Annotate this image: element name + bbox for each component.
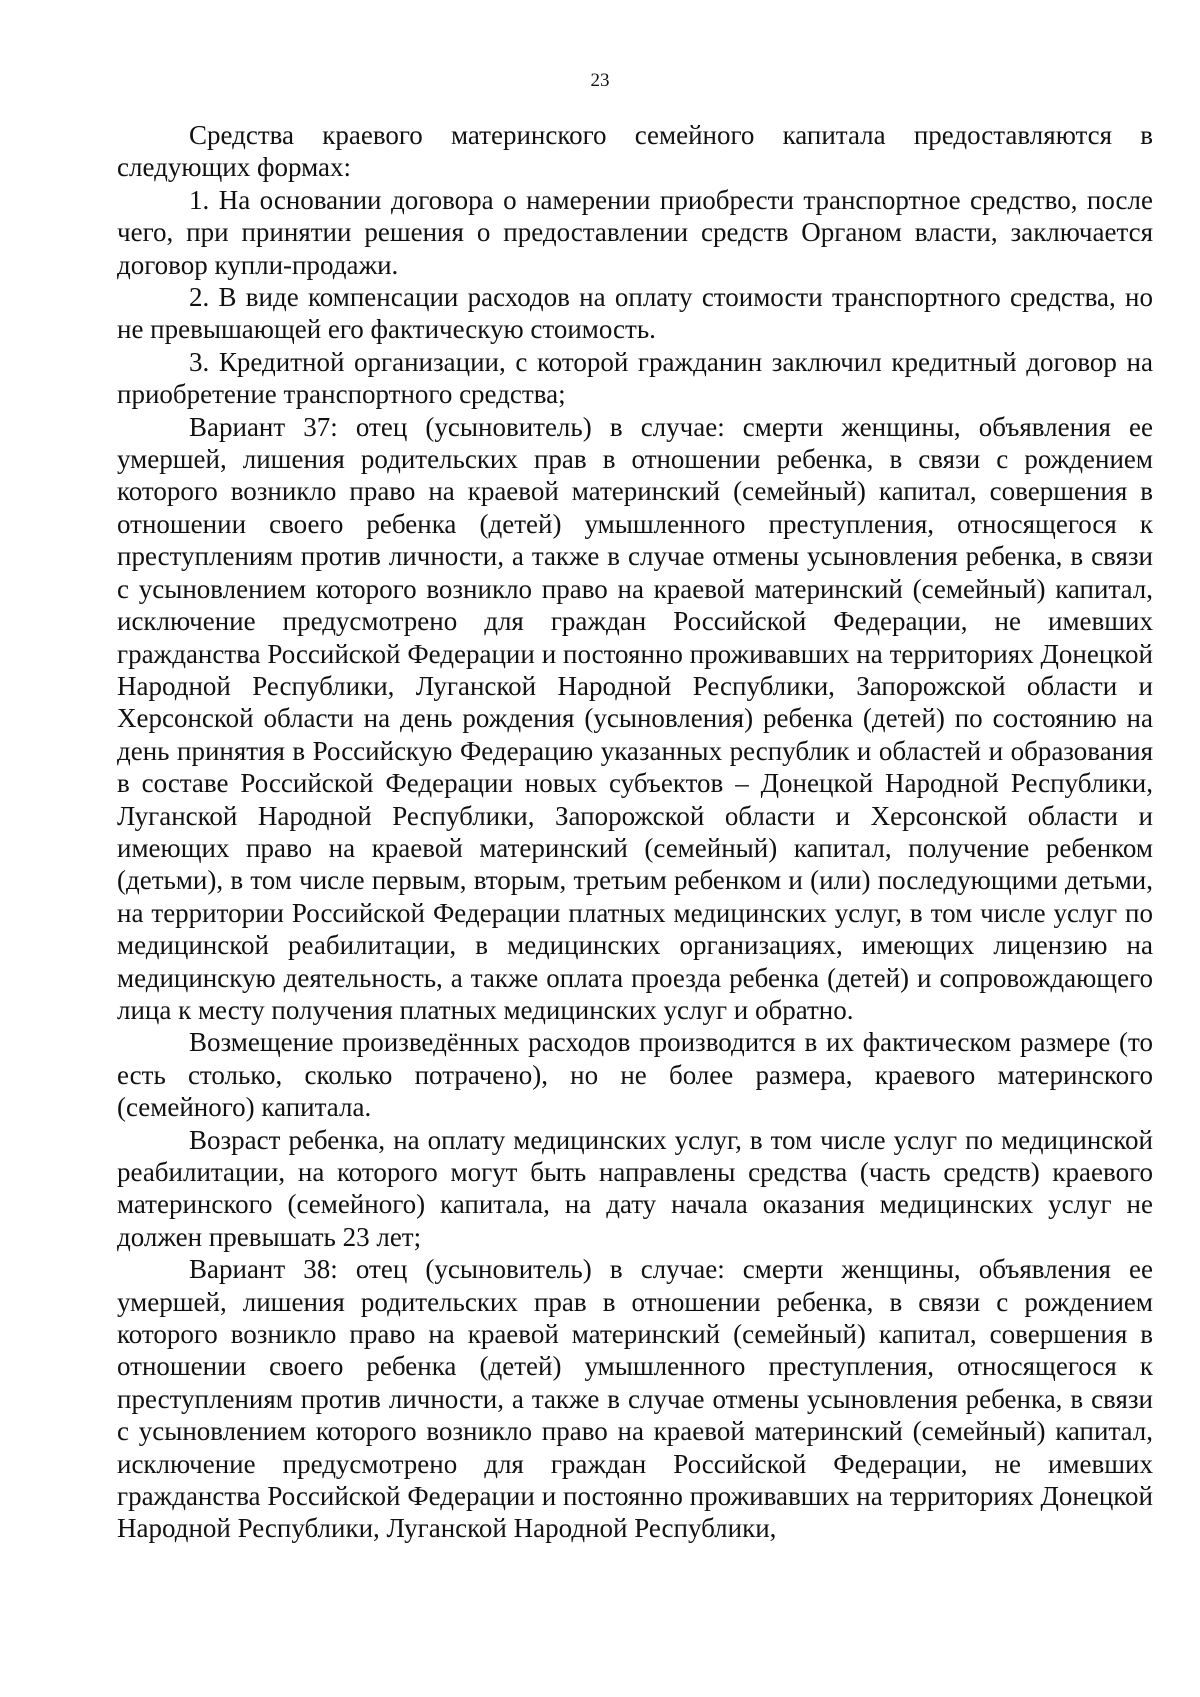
paragraph-item-1: 1. На основании договора о намерении приобрести транспортное средство, после чего, при принятии решения о предоставлении средств Органом власти, заключается договор купли-продажи. [117, 184, 1153, 280]
paragraph-item-2: 2. В виде компенсации расходов на оплату стоимости транспортного средства, но не превышающей его фактическую стоимость. [117, 282, 1153, 345]
paragraph-variant-37: Вариант 37: отец (усыновитель) в случае: смерти женщины, объявления ее умершей, лишения родительских прав в отношении ребенка, в связи с рождением которого возникло право на краевой материнский (семейный) капитал, совершения в отношении своего ребенка (детей) умышленного преступления, относящегося к преступлениям против личности, а также в случае отмены усыновления ребенка, в связи с усыновлением которого возникло право на краевой материнский (семейный) капитал, исключение предусмотрено для граждан Российской Федерации, не имевших гражданства Российской Федерации и постоянно проживавших на территориях Донецкой Народной Республики, Луганской Народной Республики, Запорожской области и Херсонской области на день рождения (усыновления) ребенка (детей) по состоянию на день принятия в Российскую Федерацию указанных республик и областей и образования в составе Российской Федерации новых субъектов – Донецкой Народной Республики, Луганской Народной Республики, Запорожской области и Херсонской области и имеющих право на краевой материнский (семейный) капитал, получение ребенком (детьми), в том числе первым, вторым, третьим ребенком и (или) последующими детьми, на территории Российской Федерации платных медицинских услуг, в том числе услуг по медицинской реабилитации, в медицинских организациях, имеющих лицензию на медицинскую деятельность, а также оплата проезда ребенка (детей) и сопровождающего лица к месту получения платных медицинских услуг и обратно. [117, 411, 1153, 1025]
page-number: 23 [590, 70, 610, 91]
paragraph-variant-38: Вариант 38: отец (усыновитель) в случае: смерти женщины, объявления ее умершей, лишения родительских прав в отношении ребенка, в связи с рождением которого возникло право на краевой материнский (семейный) капитал, совершения в отношении своего ребенка (детей) умышленного преступления, относящегося к преступлениям против личности, а также в случае отмены усыновления ребенка, в связи с усыновлением которого возникло право на краевой материнский (семейный) капитал, исключение предусмотрено для граждан Российской Федерации, не имевших гражданства Российской Федерации и постоянно проживавших на территориях Донецкой Народной Республики, Луганской Народной Республики, [117, 1254, 1153, 1544]
paragraph-intro: Средства краевого материнского семейного капитала предоставляются в следующих формах: [117, 120, 1153, 183]
paragraph-reimbursement: Возмещение произведённых расходов производится в их фактическом размере (то есть столько, сколько потрачено), но не более размера, краевого материнского (семейного) капитала. [117, 1027, 1153, 1123]
paragraph-item-3: 3. Кредитной организации, с которой гражданин заключил кредитный договор на приобретение транспортного средства; [117, 346, 1153, 410]
paragraph-child-age: Возраст ребенка, на оплату медицинских услуг, в том числе услуг по медицинской реабилитации, на которого могут быть направлены средства (часть средств) краевого материнского (семейного) капитала, на дату начала оказания медицинских услуг не должен превышать 23 лет; [117, 1124, 1153, 1252]
document-body [117, 119, 1153, 1545]
